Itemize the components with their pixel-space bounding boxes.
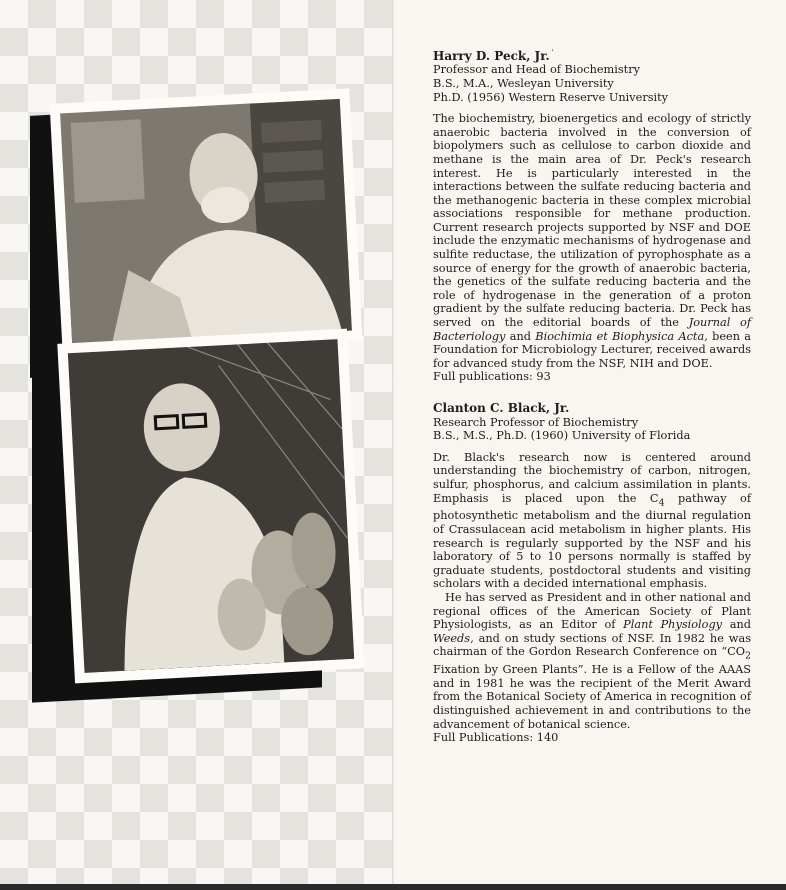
peck-portrait-image xyxy=(60,99,352,345)
bio-text: The biochemistry, bioenergetics and ecology of strictly anaerobic bacteria involved in the conversion of biopolymers such as cellulose to carbon dioxide and methane is the main area of Dr. Peck's research interest. He is particularly interested in the interactions between the sulfate reducing bacteria and the methanogenic bacteria in these complex microbial associations responsible for methane production. Current research projects supported by NSF and DOE include the enzymatic mechanisms of hydrogenase and sulfite reductase, the utilization of pyrophosphate as a source of energy for the growth of anaerobic bacteria, the genetics of the sulfate reducing bacteria and the role of hydrogenase in the generation of a proton gradient by the sulfate reducing bacteria. Dr. Peck has served on the editorial boards of the xyxy=(433,112,751,330)
journal-title: Plant Physiology xyxy=(623,618,723,632)
faculty-title: Professor and Head of Biochemistry xyxy=(433,63,641,77)
bio-text: Dr. Black's research now is centered around understanding the biochemistry of carbon, nitrogen, sulfur, phosphorus, and calcium assimilation in plants. Emphasis is placed upon the C xyxy=(433,450,751,505)
faculty-name: Clanton C. Black, Jr. xyxy=(433,401,570,416)
bio-text: and xyxy=(722,618,751,632)
subscript: 2 xyxy=(745,650,751,662)
journal-title: Journal of Bacteriology xyxy=(433,316,752,343)
faculty-bio xyxy=(433,112,751,384)
faculty-degree: B.S., M.A., Wesleyan University xyxy=(433,76,614,90)
faculty-text-column xyxy=(433,46,751,763)
faculty-degree: B.S., M.S., Ph.D. (1960) University of Florida xyxy=(433,429,691,443)
page-fold xyxy=(392,0,394,890)
peck-section xyxy=(433,46,751,384)
bio-text: Fixation by Green Plants”. He is a Fellow of the AAAS and in 1981 he was the recipient of the Merit Award from the Botanical Society of America in recognition of distinguished achievement in and contributions to the advancement of botanical science. xyxy=(433,663,751,731)
journal-title: Weeds, xyxy=(433,631,474,645)
bio-text: and xyxy=(509,329,531,343)
publication-count: Full Publications: 140 xyxy=(433,731,559,745)
bio-text: He has served as President and in other national and regional offices of the American Society of Plant Physiologists, as an Editor of xyxy=(433,590,751,632)
bio-text: pathway of photosynthetic metabolism and the diurnal regulation of Crassulacean acid metabolism in higher plants. His research is regularly supported by the NSF and his laboratory of 5 to 10 persons normally is staffed by graduate students, postdoctoral students and visiting scholars with a decided international emphasis. xyxy=(433,491,752,591)
faculty-bio xyxy=(433,451,751,591)
black-portrait-image xyxy=(68,339,354,673)
photo-frame xyxy=(50,88,363,355)
bio-text: been a Foundation for Microbiology Lecturer, received awards for advanced study from the NSF, NIH and DOE. xyxy=(433,329,751,370)
black-photo xyxy=(30,330,370,700)
bio-text: and on study sections of NSF. In 1982 he was chairman of the Gordon Research Conference on “CO xyxy=(433,631,751,659)
peck-photo xyxy=(30,60,360,350)
subscript: 4 xyxy=(658,496,665,508)
faculty-name: Harry D. Peck, Jr. xyxy=(433,48,550,63)
journal-title: Biochimia et Biophysica Acta, xyxy=(535,329,708,343)
publication-count: Full publications: 93 xyxy=(433,370,551,384)
tick-mark: ' xyxy=(551,48,554,57)
photo-frame xyxy=(57,329,364,684)
faculty-degree: Ph.D. (1956) Western Reserve University xyxy=(433,90,669,104)
black-section xyxy=(433,402,751,745)
page-bottom-edge xyxy=(0,884,786,890)
faculty-bio xyxy=(433,591,751,731)
faculty-title: Research Professor of Biochemistry xyxy=(433,415,639,429)
